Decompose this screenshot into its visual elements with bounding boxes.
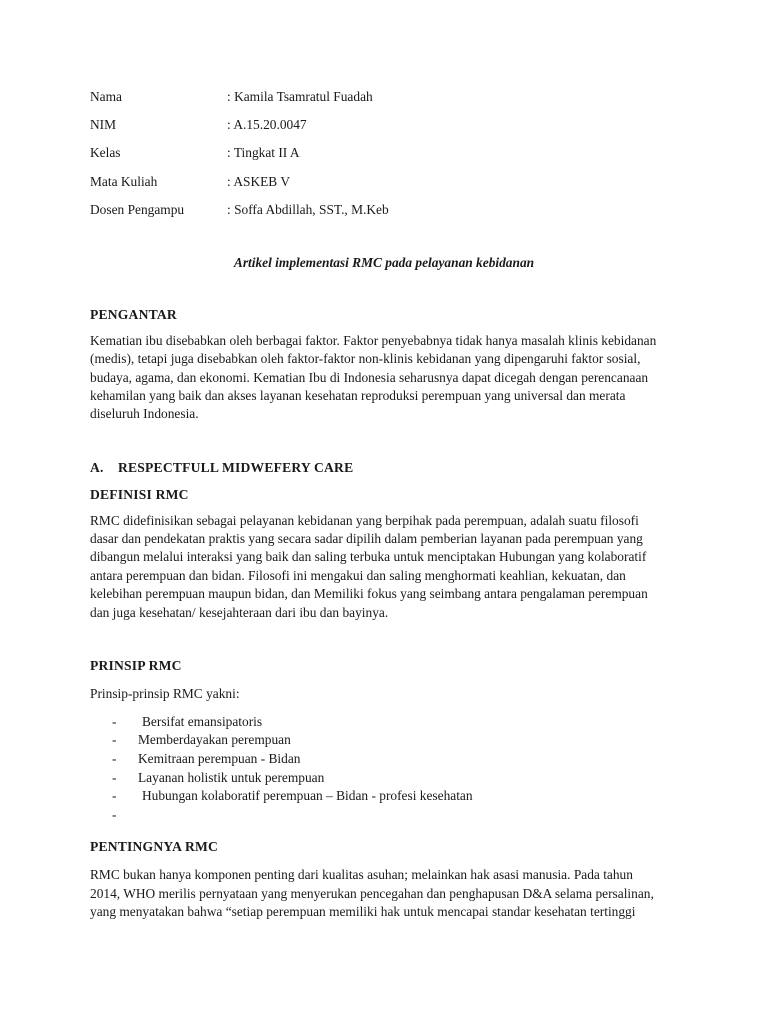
section-a-heading [90, 459, 678, 477]
prinsip-list [90, 713, 678, 825]
identity-value: : Tingkat II A [227, 145, 300, 161]
definisi-heading: DEFINISI RMC [90, 487, 189, 503]
list-dash: - [112, 713, 117, 729]
identity-value: : A.15.20.0047 [227, 117, 307, 133]
list-item [90, 769, 678, 788]
identity-label: Kelas [90, 145, 121, 161]
identity-label: Mata Kuliah [90, 173, 158, 189]
identity-label: Nama [90, 89, 122, 104]
pentingnya-paragraph [90, 866, 678, 921]
prinsip-intro: Prinsip-prinsip RMC yakni: [90, 686, 240, 702]
section-a-letter: A. [90, 459, 104, 475]
paragraph-line: dan juga kesehatan/ kesejahteraan dari ibu dan bayinya. [90, 604, 389, 620]
identity-block [90, 88, 678, 229]
paragraph-line: 2014, WHO merilis pernyataan yang menyerukan pencegahan dan penghapusan D&A selama persalinan, [90, 885, 654, 901]
list-item [90, 713, 678, 732]
pentingnya-heading: PENTINGNYA RMC [90, 838, 219, 854]
paragraph-line: budaya, agama, dan ekonomi. Kematian Ibu di Indonesia seharusnya dapat dicegah dengan perencanaan [90, 369, 649, 385]
paragraph-line: RMC bukan hanya komponen penting dari kualitas asuhan; melainkan hak asasi manusia. Pada tahun [90, 867, 633, 883]
list-item [90, 787, 678, 806]
article-title: Artikel implementasi RMC pada pelayanan kebidanan [233, 254, 535, 270]
list-dash: - [112, 788, 117, 804]
paragraph-line: kehamilan yang baik dan akses layanan kesehatan reproduksi perempuan yang universal dan merata [90, 387, 626, 403]
paragraph-line: dasar dan pendekatan praktis yang secara sadar dipilih dalam pemberian layanan pada perempuan yang [90, 530, 643, 546]
list-item-text [138, 806, 678, 825]
identity-row-kelas [90, 144, 678, 172]
paragraph-line: diseluruh Indonesia. [90, 406, 199, 422]
prinsip-heading: PRINSIP RMC [90, 658, 182, 674]
pengantar-heading: PENGANTAR [90, 307, 177, 323]
pengantar-paragraph [90, 332, 678, 424]
identity-row-mata-kuliah [90, 173, 678, 201]
list-item-text: Hubungan kolaboratif perempuan – Bidan - profesi kesehatan [142, 788, 473, 804]
identity-row-dosen [90, 201, 678, 229]
list-dash: - [112, 806, 117, 822]
paragraph-line: RMC didefinisikan sebagai pelayanan kebidanan yang berpihak pada perempuan, adalah suatu filosofi [90, 512, 639, 528]
identity-label: Dosen Pengampu [90, 201, 185, 217]
identity-value: : Soffa Abdillah, SST., M.Keb [227, 201, 389, 217]
paragraph-line: Kematian ibu disebabkan oleh berbagai faktor. Faktor penyebabnya tidak hanya masalah klinis kebidanan [90, 332, 657, 348]
paragraph-line: kelebihan perempuan maupun bidan, dan Memiliki fokus yang seimbang antara pengalaman perempuan [90, 586, 648, 602]
section-a-title: RESPECTFULL MIDWEFERY CARE [118, 459, 354, 475]
paragraph-line: yang menyatakan bahwa “setiap perempuan memiliki hak untuk mencapai standar kesehatan tertinggi [90, 904, 636, 919]
list-item-text: Memberdayakan perempuan [138, 732, 291, 748]
list-item-text: Kemitraan perempuan - Bidan [138, 751, 301, 767]
paragraph-line: antara perempuan dan bidan. Filosofi ini mengakui dan saling menghormati keahlian, kekuatan, dan [90, 567, 626, 583]
identity-row-nim [90, 116, 678, 144]
list-dash: - [112, 732, 117, 748]
list-dash: - [112, 769, 117, 785]
identity-value: : ASKEB V [227, 173, 291, 189]
list-item [90, 750, 678, 769]
list-dash: - [112, 751, 117, 767]
document-page [90, 88, 678, 921]
identity-value: : Kamila Tsamratul Fuadah [227, 89, 373, 104]
definisi-paragraph [90, 512, 678, 622]
list-item-text: Bersifat emansipatoris [142, 713, 263, 729]
identity-row-nama [90, 88, 678, 116]
paragraph-line: dibangun melalui interaksi yang baik dan saling terbuka untuk menciptakan Hubungan yang kolaboratif [90, 549, 647, 565]
list-item [90, 806, 678, 825]
list-item [90, 731, 678, 750]
list-item-text: Layanan holistik untuk perempuan [138, 769, 325, 785]
paragraph-line: (medis), tetapi juga disebabkan oleh faktor-faktor non-klinis kebidanan yang dipengaruhi faktor sosial, [90, 351, 641, 367]
identity-label: NIM [90, 117, 117, 133]
